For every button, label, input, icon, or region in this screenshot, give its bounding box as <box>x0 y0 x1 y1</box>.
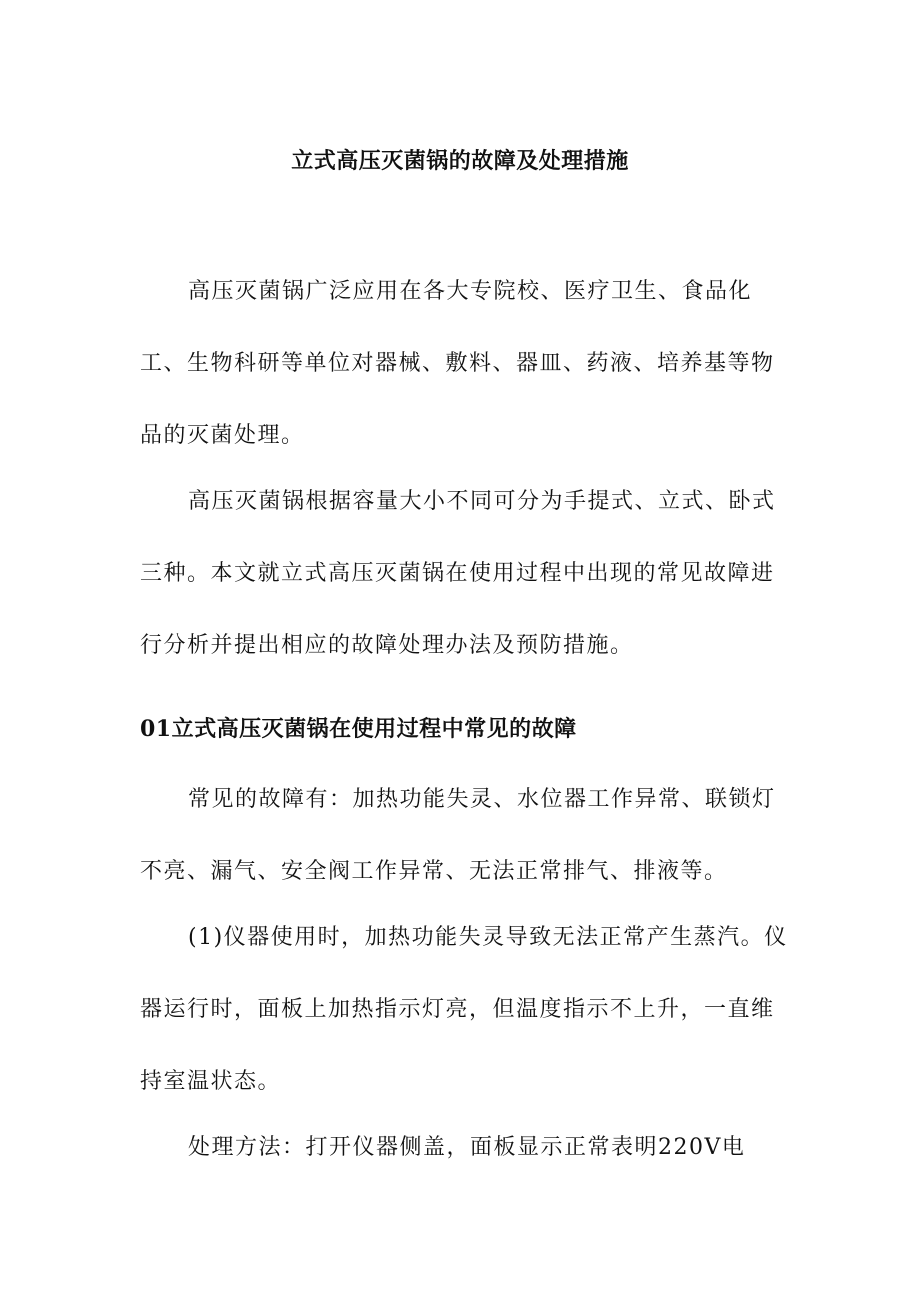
intro-paragraph-2: 高压灭菌锅根据容量大小不同可分为手提式、立式、卧式三种。本文就立式高压灭菌锅在使用过程中出现的常见故障进行分析并提出相应的故障处理办法及预防措施。 <box>140 489 776 658</box>
section-paragraph-2: (1)仪器使用时，加热功能失灵导致无法正常产生蒸汽。仪器运行时，面板上加热指示灯亮，但温度指示不上升，一直维持室温状态。 <box>140 925 788 1094</box>
section-paragraph-3: 处理方法：打开仪器侧盖，面板显示正常表明220V电 <box>188 1135 746 1160</box>
section-paragraph-1: 常见的故障有：加热功能失灵、水位器工作异常、联锁灯不亮、漏气、安全阀工作异常、无法正常排气、排液等。 <box>140 787 776 884</box>
document-title: 立式高压灭菌锅的故障及处理措施 <box>291 148 629 174</box>
section-heading: 01立式高压灭菌锅在使用过程中常见的故障 <box>140 716 577 742</box>
intro-paragraph-1: 高压灭菌锅广泛应用在各大专院校、医疗卫生、食品化工、生物科研等单位对器械、敷料、器皿、药液、培养基等物品的灭菌处理。 <box>140 279 775 448</box>
